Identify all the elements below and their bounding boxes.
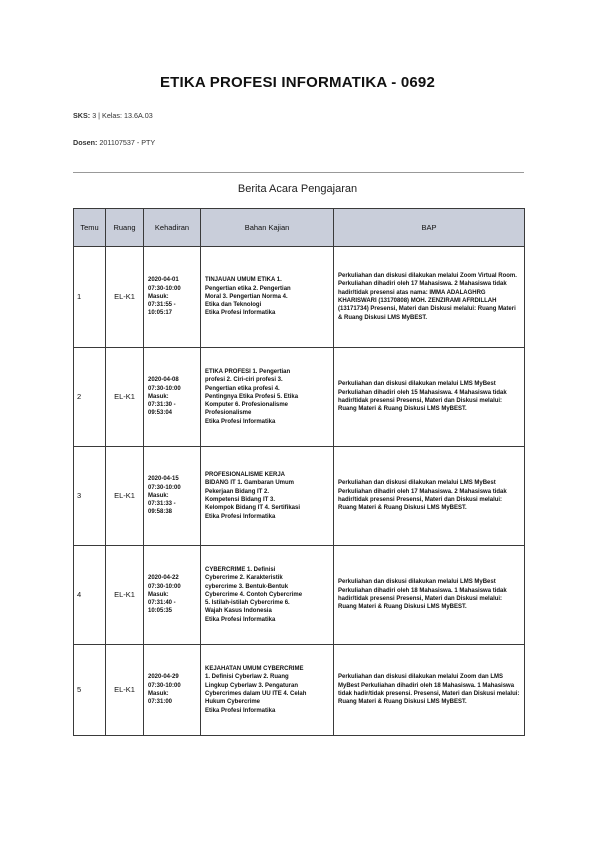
bahan-line: TINJAUAN UMUM ETIKA 1. <box>205 277 282 284</box>
cell-bap: Perkuliahan dan diskusi dilakukan melalui Zoom Virtual Room. Perkuliahan dihadiri oleh 17 Mahasiswa. 2 Mahasiswa tidak hadir/tidak presensi atas nama: IMMA ADALAGHRG KHARISWARI (13170808) MOH. ZENZIRAMI AFRDILLAH (13171734) Presensi, Materi dan Diskusi melalui: Ruang Materi & Ruang Diskusi LMS MyBEST. <box>334 247 525 348</box>
bahan-line: Moral 3. Pengertian Norma 4. <box>205 293 288 300</box>
bahan-line: cybercrime 3. Bentuk-Bentuk <box>205 583 289 590</box>
table-row <box>74 645 525 736</box>
cell-temu: 4 <box>74 546 106 645</box>
cell-bahan-kajian <box>201 645 334 736</box>
bahan-line: PROFESIONALISME KERJA <box>205 472 286 479</box>
kehadiran-line: 07:31:33 - <box>148 501 176 508</box>
kehadiran-line: 10:05:35 <box>148 608 173 615</box>
kehadiran-line: Masuk: <box>148 393 169 400</box>
bahan-line: Etika Profesi Informatika <box>205 707 276 714</box>
bahan-line: Hukum Cybercrime <box>205 699 261 706</box>
cell-temu: 1 <box>74 247 106 348</box>
page-title: ETIKA PROFESI INFORMATIKA - 0692 <box>159 74 436 91</box>
kehadiran-line: 07:31:55 - <box>148 302 176 309</box>
bahan-line: BIDANG IT 1. Gambaran Umum <box>205 480 295 487</box>
cell-kehadiran <box>144 348 201 447</box>
bahan-line: Profesionalisme <box>205 410 252 417</box>
cell-temu: 2 <box>74 348 106 447</box>
header-temu: Temu <box>74 209 106 247</box>
divider <box>73 172 524 173</box>
header-bap: BAP <box>334 209 525 247</box>
dosen-line <box>73 138 155 147</box>
kehadiran-line: 09:53:04 <box>148 410 173 417</box>
kehadiran-line: 07:31:00 <box>148 699 173 706</box>
kehadiran-line: 07:31:40 - <box>148 600 176 607</box>
cell-kehadiran <box>144 447 201 546</box>
table-header-row <box>74 209 525 247</box>
bahan-line: profesi 2. Ciri-ciri profesi 3. <box>205 377 283 384</box>
sks-label: SKS: <box>73 111 91 120</box>
dosen-label: Dosen: <box>73 138 98 147</box>
bahan-line: Lingkup Cyberlaw 3. Pengaturan <box>205 682 299 689</box>
bahan-line: Komputer 6. Profesionalisme <box>205 402 289 409</box>
cell-kehadiran <box>144 645 201 736</box>
cell-bahan-kajian <box>201 247 334 348</box>
bahan-line: 5. Istilah-istilah Cybercrime 6. <box>205 600 290 607</box>
cell-bap: Perkuliahan dan diskusi dilakukan melalui LMS MyBest Perkuliahan dihadiri oleh 15 Mahasiswa. 4 Mahasiswa tidak hadir/tidak presensi Presensi, Materi dan Diskusi melalui: Ruang Materi & Ruang Diskusi LMS MyBEST. <box>334 348 525 447</box>
bahan-line: ETIKA PROFESI 1. Pengertian <box>205 369 291 376</box>
bahan-line: Kompetensi Bidang IT 3. <box>205 497 276 503</box>
kehadiran-line: 07:30-10:00 <box>148 682 181 689</box>
cell-bap: Perkuliahan dan diskusi dilakukan melalui LMS MyBest Perkuliahan dihadiri oleh 17 Mahasiswa. 2 Mahasiswa tidak hadir/tidak presensi Presensi, Materi dan Diskusi melalui: Ruang Materi & Ruang Diskusi LMS MyBEST. <box>334 447 525 546</box>
bahan-line: Cybercrimes dalam UU ITE 4. Celah <box>205 691 307 697</box>
bahan-line: Pengertian etika profesi 4. <box>205 385 280 392</box>
cell-bahan-kajian <box>201 348 334 447</box>
cell-ruang: EL-K1 <box>106 546 144 645</box>
bahan-line: Etika Profesi Informatika <box>205 513 276 520</box>
bahan-line: CYBERCRIME 1. Definisi <box>205 567 276 574</box>
cell-temu: 5 <box>74 645 106 736</box>
kehadiran-line: 09:58:38 <box>148 509 173 516</box>
sks-value: 3 | Kelas: 13.6A.03 <box>92 111 153 120</box>
bahan-line: Etika dan Teknologi <box>205 302 262 309</box>
bahan-line: Pekerjaan Bidang IT 2. <box>205 488 270 495</box>
bahan-line: 1. Definisi Cyberlaw 2. Ruang <box>205 674 289 681</box>
kehadiran-line: 2020-04-01 <box>148 277 179 284</box>
table-row <box>74 447 525 546</box>
header-ruang: Ruang <box>106 209 144 247</box>
bahan-line: Kelompok Bidang IT 4. Sertifikasi <box>205 505 301 512</box>
bahan-line: Etika Profesi Informatika <box>205 616 276 623</box>
cell-ruang: EL-K1 <box>106 348 144 447</box>
cell-ruang: EL-K1 <box>106 447 144 546</box>
cell-kehadiran <box>144 546 201 645</box>
bahan-line: Pengertian etika 2. Pengertian <box>205 285 291 292</box>
cell-bahan-kajian <box>201 447 334 546</box>
cell-bap: Perkuliahan dan diskusi dilakukan melalui Zoom dan LMS MyBest Perkuliahan dihadiri oleh 18 Mahasiswa. 1 Mahasiswa tidak hadir/tidak presensi. Presensi, Materi dan Diskusi melalui: Ruang Materi & Ruang Diskusi LMS MyBEST. <box>334 645 525 736</box>
kehadiran-line: 2020-04-15 <box>148 476 179 483</box>
kehadiran-line: 07:30-10:00 <box>148 285 181 292</box>
bahan-line: Wajah Kasus Indonesia <box>205 608 272 615</box>
cell-bap: Perkuliahan dan diskusi dilakukan melalui LMS MyBest Perkuliahan dihadiri oleh 18 Mahasiswa. 1 Mahasiswa tidak hadir/tidak presensi Presensi, Materi dan Diskusi melalui: Ruang Materi & Ruang Diskusi LMS MyBEST. <box>334 546 525 645</box>
kehadiran-line: 2020-04-22 <box>148 575 179 582</box>
kehadiran-line: 07:30-10:00 <box>148 583 181 590</box>
kehadiran-line: 07:30-10:00 <box>148 385 181 392</box>
kehadiran-line: 07:31:30 - <box>148 402 176 409</box>
kehadiran-line: Masuk: <box>148 691 169 697</box>
bahan-line: Cybercrime 2. Karakteristik <box>205 575 283 582</box>
kehadiran-line: 10:05:17 <box>148 310 173 317</box>
table-row <box>74 247 525 348</box>
bahan-line: KEJAHATAN UMUM CYBERCRIME <box>205 666 304 673</box>
dosen-value: 201107537 - PTY <box>99 138 156 147</box>
section-title: Berita Acara Pengajaran <box>237 183 358 195</box>
berita-acara-table <box>73 208 525 736</box>
table-row <box>74 348 525 447</box>
cell-bahan-kajian <box>201 546 334 645</box>
kehadiran-line: 2020-04-29 <box>148 674 179 681</box>
kehadiran-line: Masuk: <box>148 591 169 598</box>
bahan-line: Cybercrime 4. Contoh Cybercrime <box>205 591 303 598</box>
sks-line <box>73 111 153 120</box>
bahan-line: Etika Profesi Informatika <box>205 418 276 425</box>
cell-temu: 3 <box>74 447 106 546</box>
kehadiran-line: 07:30-10:00 <box>148 484 181 491</box>
cell-ruang: EL-K1 <box>106 645 144 736</box>
bahan-line: Etika Profesi Informatika <box>205 310 276 317</box>
header-kehadiran: Kehadiran <box>144 209 201 247</box>
cell-kehadiran <box>144 247 201 348</box>
bahan-line: Pentingnya Etika Profesi 5. Etika <box>205 393 299 400</box>
table-row <box>74 546 525 645</box>
kehadiran-line: Masuk: <box>148 293 169 300</box>
kehadiran-line: 2020-04-08 <box>148 377 179 384</box>
kehadiran-line: Masuk: <box>148 492 169 499</box>
cell-ruang: EL-K1 <box>106 247 144 348</box>
header-bahan-kajian: Bahan Kajian <box>201 209 334 247</box>
